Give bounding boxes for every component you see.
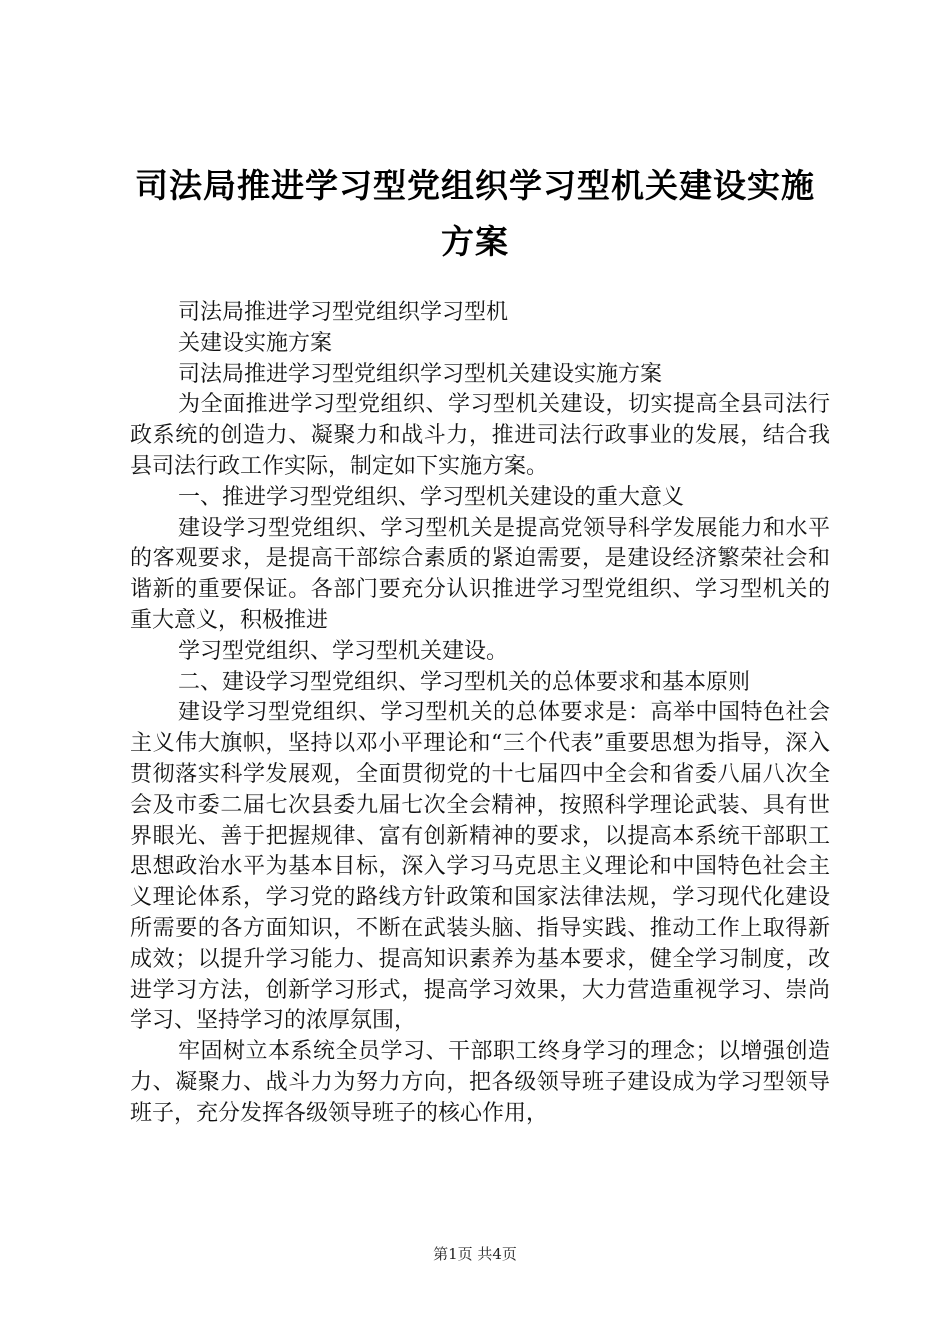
paragraph: 牢固树立本系统全员学习、干部职工终身学习的理念；以增强创造力、凝聚力、战斗力为努力方向，把各级领导班子建设成为学习型领导班子，充分发挥各级领导班子的核心作用， <box>130 1039 830 1126</box>
paragraph: 建设学习型党组织、学习型机关是提高党领导科学发展能力和水平的客观要求，是提高干部综合素质的紧迫需要，是建设经济繁荣社会和谐新的重要保证。各部门要充分认识推进学习型党组织、学习型机关的重大意义，积极推进 <box>130 515 830 633</box>
page-footer: 第1页 共4页 <box>433 1245 517 1263</box>
title-line-1: 司法局推进学习型党组织学习型机关建设实施 <box>135 166 815 205</box>
title-line-2: 方案 <box>441 222 509 261</box>
paragraph: 学习型党组织、学习型机关建设。 <box>178 638 509 664</box>
paragraph: 建设学习型党组织、学习型机关的总体要求是：高举中国特色社会主义伟大旗帜，坚持以邓小平理论和“三个代表”重要思想为指导，深入贯彻落实科学发展观，全面贯彻党的十七届四中全会和省委八届八次全会及市委二届七次县委九届七次全会精神，按照科学理论武装、具有世界眼光、善于把握规律、富有创新精神的要求，以提高本系统干部职工思想政治水平为基本目标，深入学习马克思主义理论和中国特色社会主义理论体系，学习党的路线方针政策和国家法律法规，学习现代化建设所需要的各方面知识，不断在武装头脑、指导实践、推动工作上取得新成效；以提升学习能力、提高知识素养为基本要求，健全学习制度，改进学习方法，创新学习形式，提高学习效果，大力营造重视学习、崇尚学习、坚持学习的浓厚氛围， <box>130 700 830 1034</box>
paragraph: 司法局推进学习型党组织学习型机关建设实施方案 <box>178 361 663 387</box>
section-heading: 二、建设学习型党组织、学习型机关的总体要求和基本原则 <box>178 669 751 695</box>
paragraph: 为全面推进学习型党组织、学习型机关建设，切实提高全县司法行政系统的创造力、凝聚力和战斗力，推进司法行政事业的发展，结合我县司法行政工作实际，制定如下实施方案。 <box>130 392 830 479</box>
section-heading: 一、推进学习型党组织、学习型机关建设的重大意义 <box>178 484 685 510</box>
document-body <box>130 298 830 1130</box>
paragraph: 司法局推进学习型党组织学习型机 <box>178 300 509 325</box>
paragraph: 关建设实施方案 <box>178 330 333 356</box>
document-title <box>100 158 850 270</box>
